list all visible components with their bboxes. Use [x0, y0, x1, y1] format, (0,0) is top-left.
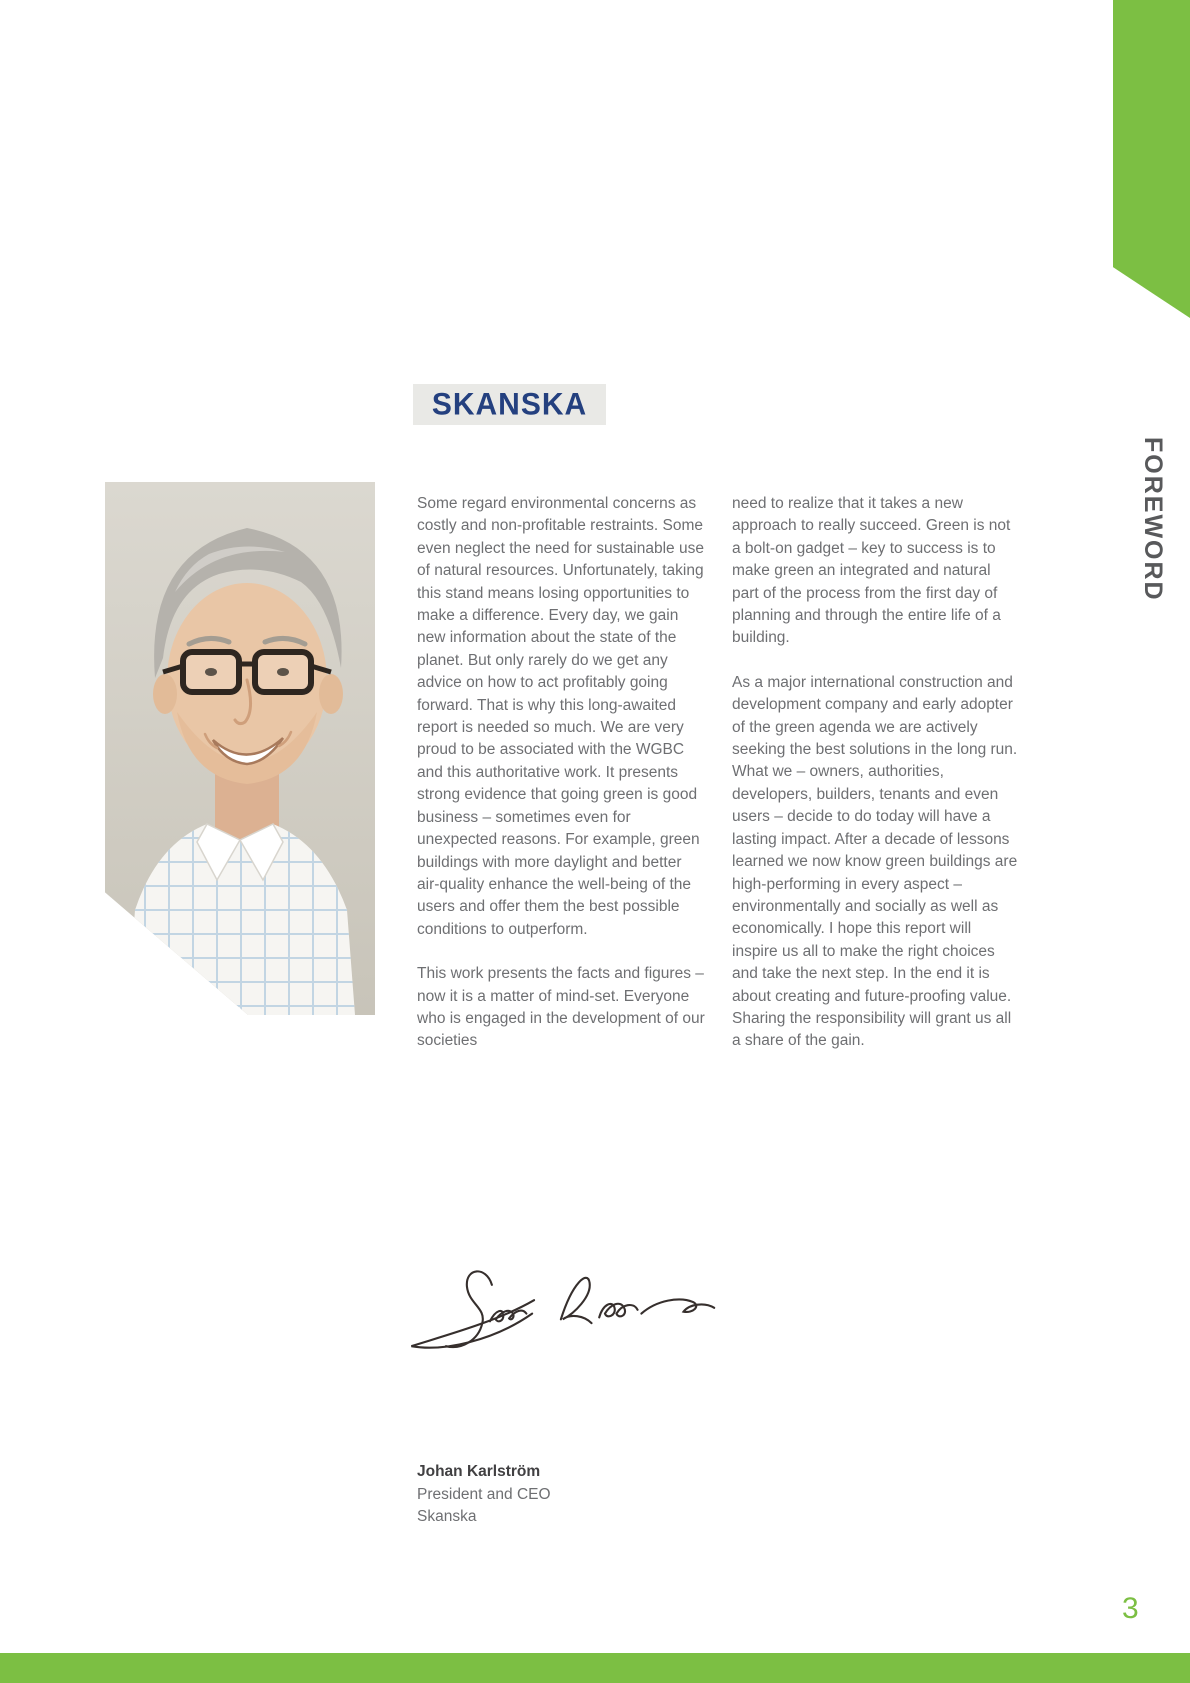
portrait-photo — [105, 482, 375, 1015]
paragraph: Some regard environmental concerns as costly and non-profitable restraints. Some even neglect the need for sustainable use of natural resources. Unfortunately, taking this stand means losing opportunities to make a difference. Every day, we gain new information about the state of the planet. But only rarely do we get any advice on how to act profitably going forward. That is why this long-awaited report is needed so much. We are very proud to be associated with the WGBC and this authoritative work. It presents strong evidence that going green is good business – sometimes even for unexpected reasons. For example, green buildings with more daylight and better air-quality enhance the well-being of the users and offer them the best possible conditions to outperform. — [417, 495, 704, 938]
body-column-1 — [417, 493, 705, 1075]
page-number: 3 — [1122, 1592, 1139, 1625]
signatory-title: President and CEO — [417, 1485, 551, 1503]
section-label-foreword: FOREWORD — [1139, 437, 1167, 602]
paragraph: As a major international construction and development company and early adopter of the green agenda we are actively seeking the best solutions in the long run. What we – owners, authorities, developers, builders, tenants and even users – decide to do today will have a lasting impact. After a decade of lessons learned we now know green buildings are high-performing in every aspect – environmentally and socially as well as economically. I hope this report will inspire us all to make the right choices and take the next step. In the end it is about creating and future-proofing value. Sharing the responsibility will grant us all a share of the gain. — [732, 673, 1018, 1050]
signatory-block — [417, 1461, 551, 1529]
body-column-2 — [732, 493, 1018, 1075]
paragraph: This work presents the facts and figures – now it is a matter of mind-set. Everyone who is engaged in the development of our societies — [417, 965, 705, 1050]
skanska-logo — [413, 384, 606, 425]
signatory-name: Johan Karlström — [417, 1463, 541, 1480]
signatory-company: Skanska — [417, 1508, 477, 1525]
handwritten-signature — [398, 1258, 718, 1373]
paragraph: need to realize that it takes a new approach to really succeed. Green is not a bolt-on gadget – key to success is to make green an integrated and natural part of the process from the first day of planning and through the entire life of a building. — [732, 495, 1011, 647]
skanska-logo-text: SKANSKA — [431, 386, 588, 422]
green-corner-ribbon — [1113, 0, 1190, 318]
footer-green-bar — [0, 1653, 1190, 1683]
